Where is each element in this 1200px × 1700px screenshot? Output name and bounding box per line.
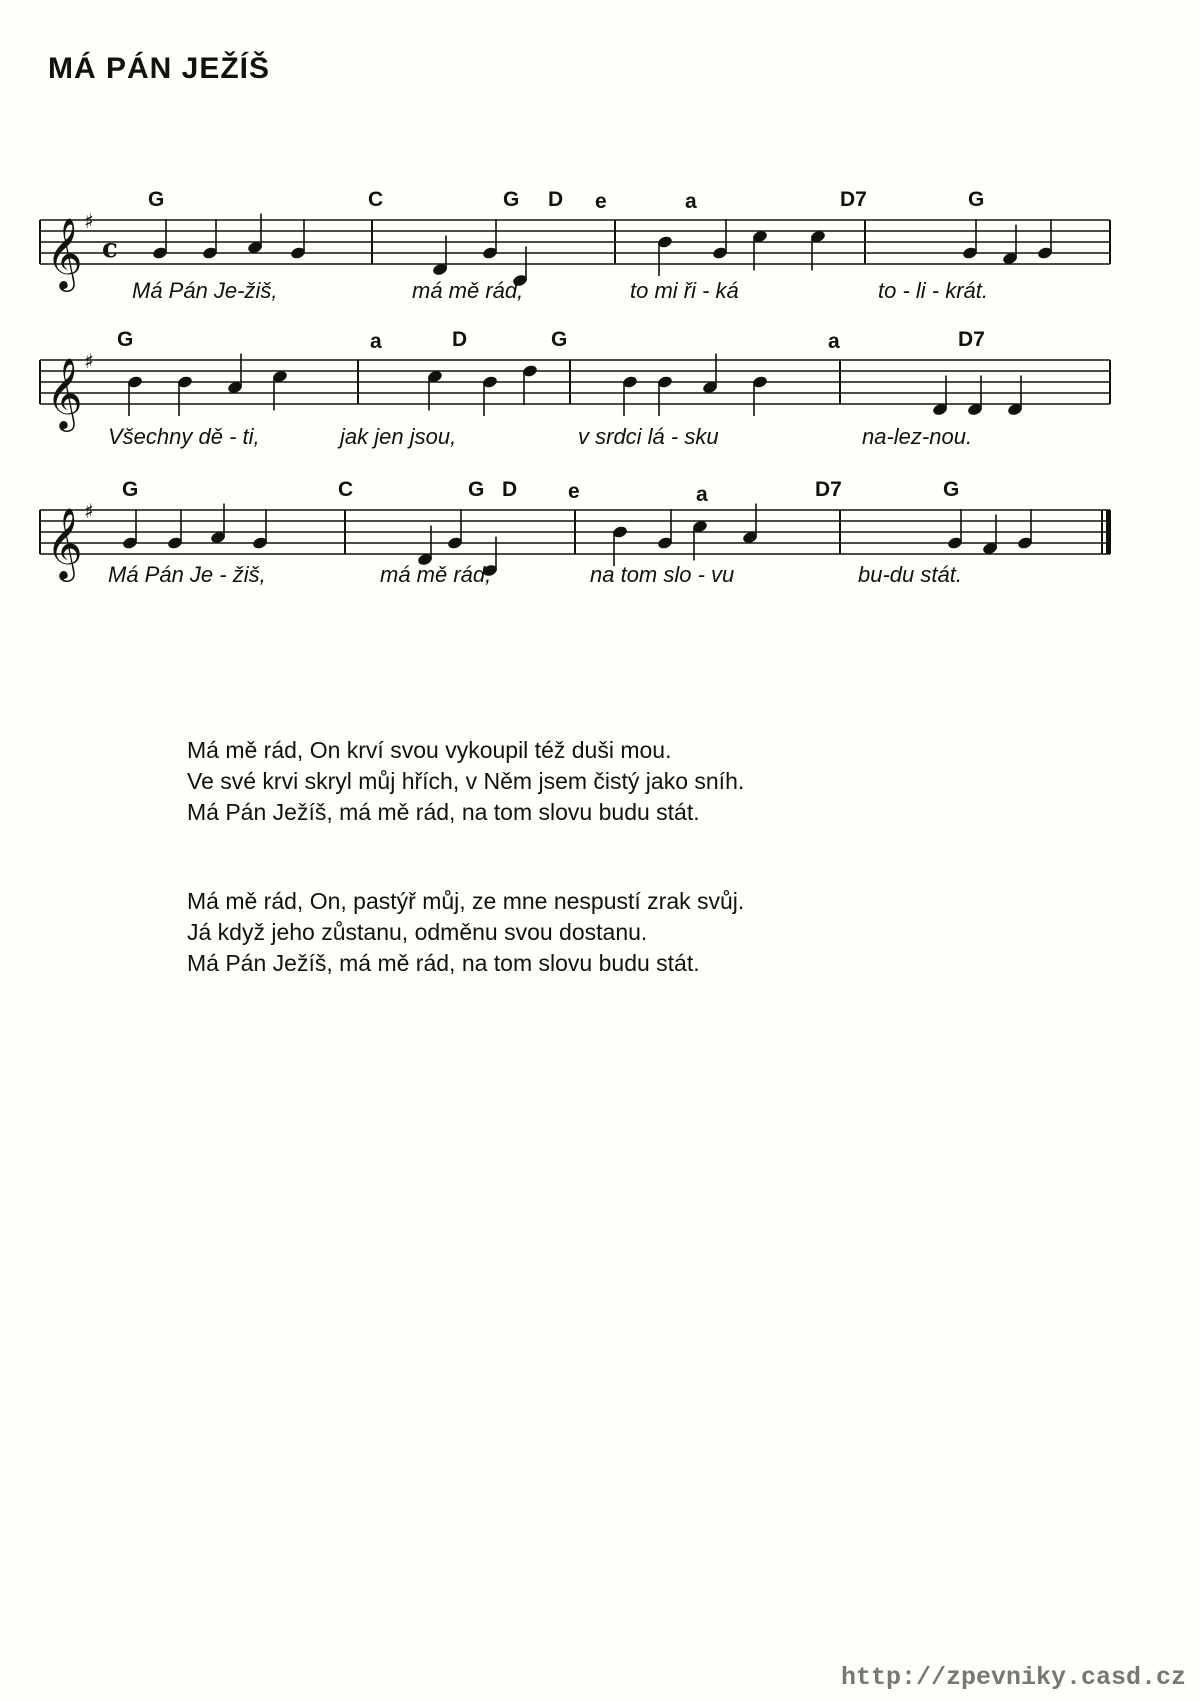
chord-label: e: [568, 480, 580, 503]
sharp-icon: ♯: [84, 499, 94, 523]
chord-label: D: [548, 188, 564, 211]
chord-label: C: [368, 188, 384, 211]
sharp-icon: ♯: [84, 209, 94, 233]
footer-url: http://zpevniky.casd.cz: [840, 1663, 1186, 1692]
chord-label: G: [503, 188, 520, 211]
lyric-segment: má mě rád,: [412, 278, 524, 303]
chord-label: D7: [815, 478, 842, 501]
chord-label: G: [943, 478, 960, 501]
verse-1: [187, 735, 744, 828]
chord-label: D: [452, 328, 468, 351]
lyric-segment: Má Pán Je - žiš,: [108, 562, 266, 587]
chord-label: G: [468, 478, 485, 501]
chord-label: a: [828, 330, 840, 353]
treble-clef-icon: 𝄞: [46, 356, 83, 429]
verse-line: Má Pán Ježíš, má mě rád, na tom slovu budu stát.: [187, 950, 700, 976]
lyric-segment: to - li - krát.: [878, 278, 989, 303]
chord-label: G: [117, 328, 134, 351]
final-barline: [1106, 510, 1111, 554]
chord-label: e: [595, 190, 607, 213]
chord-label: a: [370, 330, 382, 353]
lyric-segment: má mě rád,: [380, 562, 492, 587]
chord-label: a: [685, 190, 697, 213]
chord-label: D7: [958, 328, 985, 351]
chord-label: D7: [840, 188, 867, 211]
chord-label: a: [696, 483, 708, 506]
lyric-segment: to mi ři - ká: [630, 278, 739, 303]
verse-line: Má Pán Ježíš, má mě rád, na tom slovu budu stát.: [187, 799, 700, 825]
treble-clef-icon: 𝄞: [46, 506, 83, 579]
lyric-segment: na tom slo - vu: [590, 562, 735, 587]
lyric-segment: Všechny dě - ti,: [108, 424, 260, 449]
music-system-1: [40, 190, 1120, 310]
time-signature: c: [102, 234, 118, 264]
lyric-segment: Má Pán Je-žiš,: [132, 278, 278, 303]
chord-label: G: [551, 328, 568, 351]
chord-label: C: [338, 478, 354, 501]
sharp-icon: ♯: [84, 349, 94, 373]
verse-2: [187, 886, 744, 979]
verse-line: Má mě rád, On krví svou vykoupil též duši mou.: [187, 737, 672, 763]
treble-clef-icon: 𝄞: [46, 216, 83, 289]
chord-label: D: [502, 478, 518, 501]
lyric-segment: jak jen jsou,: [340, 424, 457, 449]
chord-label: G: [148, 188, 165, 211]
lyric-segment: na-lez-nou.: [862, 424, 973, 449]
song-title: MÁ PÁN JEŽÍŠ: [48, 52, 271, 85]
lyric-segment: bu-du stát.: [858, 562, 962, 587]
lyric-segment: v srdci lá - sku: [578, 424, 719, 449]
verse-line: Má mě rád, On, pastýř můj, ze mne nespustí zrak svůj.: [187, 888, 745, 914]
music-system-2: [40, 330, 1120, 450]
chord-label: G: [968, 188, 985, 211]
music-system-3: [40, 480, 1120, 600]
verse-line: Ve své krvi skryl můj hřích, v Něm jsem čistý jako sníh.: [187, 768, 745, 794]
verse-line: Já když jeho zůstanu, odměnu svou dostanu.: [187, 919, 648, 945]
chord-label: G: [122, 478, 139, 501]
